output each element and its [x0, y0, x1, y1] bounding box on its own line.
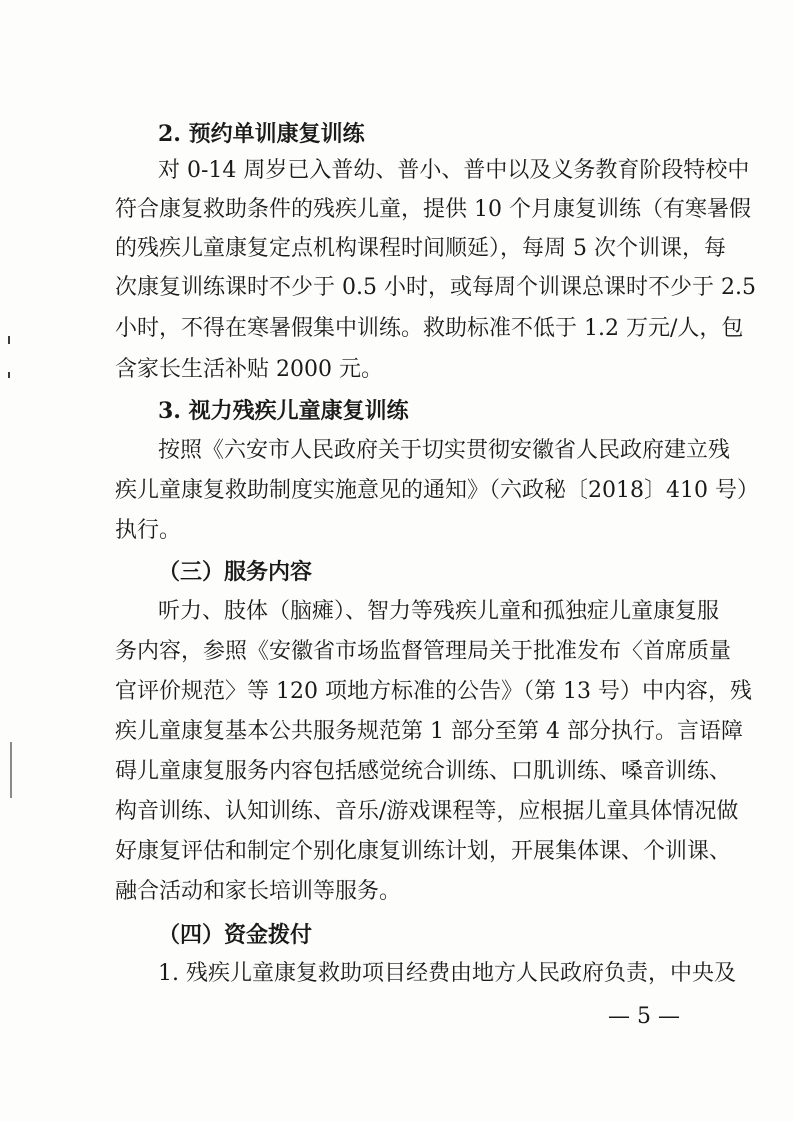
paragraph-line: 次康复训练课时不少于 0.5 小时，或每周个训课总课时不少于 2.5 [115, 275, 756, 300]
paragraph-line: 含家长生活补贴 2000 元。 [115, 357, 383, 382]
paragraph-line: 疾儿童康复救助制度实施意见的通知》（六政秘〔2018〕410 号） [115, 478, 759, 503]
paragraph-line: 的残疾儿童康复定点机构课程时间顺延），每周 5 次个训课，每 [115, 236, 726, 261]
paragraph-line: 疾儿童康复基本公共服务规范第 1 部分至第 4 部分执行。言语障 [115, 719, 743, 744]
paragraph-line: 执行。 [115, 518, 182, 543]
paragraph-line: 碍儿童康复服务内容包括感觉统合训练、口肌训练、嗓音训练、 [115, 759, 732, 784]
section-heading-booking-training: 2. 预约单训康复训练 [158, 121, 365, 147]
paragraph-line: 听力、肢体（脑瘫）、智力等残疾儿童和孤独症儿童康复服 [158, 599, 720, 624]
margin-mark [8, 336, 10, 344]
paragraph-line: 小时，不得在寒暑假集中训练。救助标准不低于 1.2 万元/人，包 [115, 316, 744, 341]
margin-mark [10, 742, 12, 798]
paragraph-line: 符合康复救助条件的残疾儿童，提供 10 个月康复训练（有寒暑假 [115, 197, 751, 222]
section-heading-service-content: （三）服务内容 [158, 559, 313, 585]
paragraph-line: 构音训练、认知训练、音乐/游戏课程等，应根据儿童具体情况做 [115, 799, 739, 824]
section-heading-funding: （四）资金拨付 [158, 922, 313, 948]
paragraph-line: 按照《六安市人民政府关于切实贯彻安徽省人民政府建立残 [158, 438, 731, 463]
paragraph-line: 官评价规范〉等 120 项地方标准的公告》（第 13 号）中内容，残 [115, 679, 752, 704]
section-heading-vision-training: 3. 视力残疾儿童康复训练 [158, 398, 409, 424]
paragraph-line: 务内容，参照《安徽省市场监督管理局关于批准发布〈首席质量 [115, 639, 732, 664]
paragraph-line: 1. 残疾儿童康复救助项目经费由地方人民政府负责，中央及 [158, 961, 736, 986]
page-number: — 5 — [608, 1004, 680, 1029]
margin-mark [8, 372, 10, 378]
paragraph-line: 好康复评估和制定个别化康复训练计划，开展集体课、个训课、 [115, 839, 732, 864]
paragraph-line: 对 0-14 周岁已入普幼、普小、普中以及义务教育阶段特校中 [158, 158, 750, 183]
paragraph-line: 融合活动和家长培训等服务。 [115, 879, 402, 904]
